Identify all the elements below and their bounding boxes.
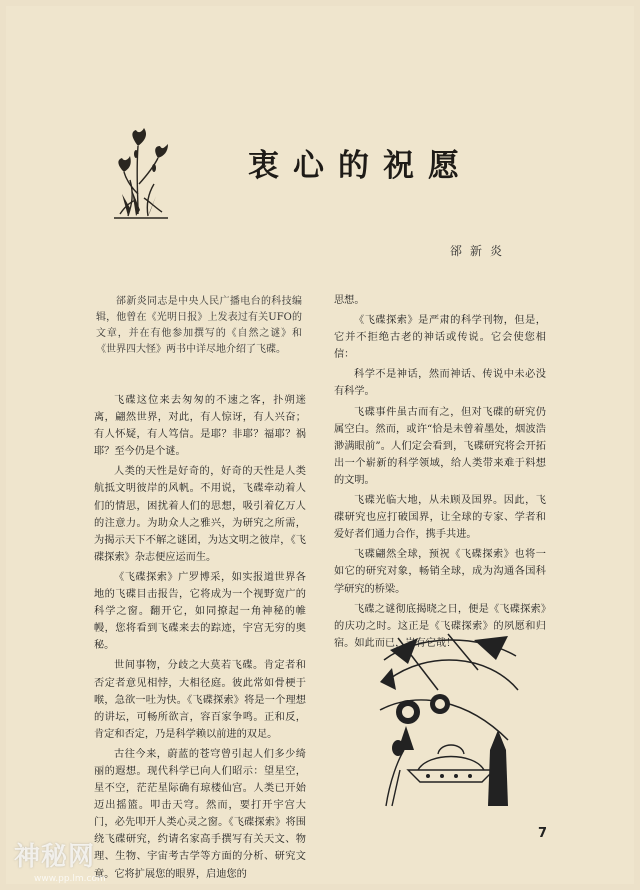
article-author: 郤新炎 — [450, 244, 511, 258]
watermark-logo: 神秘网 — [14, 842, 96, 872]
paragraph: 飞碟之谜彻底揭晓之日，便是《飞碟探索》的庆功之时。这正是《飞碟探索》的夙愿和归宿。如此而已，岂有它哉！ — [334, 603, 546, 649]
ufo-illustration — [378, 630, 522, 810]
intro-text: 郤新炎同志是中央人民广播电台的科技编辑，他曾在《光明日报》上发表过有关UFO的文章，并在有他参加撰写的《自然之谜》和《世界四大怪》两书中详尽地介绍了飞碟。 — [96, 296, 302, 355]
paragraph: 飞碟事件虽古而有之，但对飞碟的研究仍属空白。然而，或许“恰是未曾着墨处，烟波浩渺满眼前”。人们定会看到，飞碟研究将会开拓出一个崭新的科学领域，给人类带来难于料想的文明。 — [334, 406, 546, 486]
article-title: 衷心的祝愿 — [248, 148, 473, 184]
paragraph: 人类的天性是好奇的，好奇的天性是人类航抵文明彼岸的风帆。不用说，飞碟牵动着人们的情思，困扰着人们的思想，吸引着亿万人的注意力。为助众人之雅兴，为研究之所需，为揭示天下不解之谜团，为达文明之彼岸，《飞碟探索》杂志便应运而生。 — [94, 466, 306, 563]
iris-flower-illustration — [108, 124, 174, 220]
paragraph: 古往今来，蔚蓝的苍穹曾引起人们多少绮丽的遐想。现代科学已向人们昭示：望星空，星不空，茫茫星际确有琼楼仙宫。人类已开始迈出摇篮。叩击天穹。然而，要打开宇宫大门，必先叩开人类心灵之窗。《飞碟探索》将围绕飞碟研究，约请名家高手撰写有关天文、物理、生物、宇宙考古学等方面的分析、研究文章。它将扩展您的眼界，启迪您的 — [94, 748, 306, 880]
paragraph: 飞碟这位来去匆匆的不速之客，扑朔迷离，翩然世界，对此，有人惊讶，有人兴奋；有人怀疑，有人笃信。是耶？非耶？福耶？祸耶？至今仍是个谜。 — [94, 395, 306, 458]
paragraph: 飞碟翩然全球，预祝《飞碟探索》也将一如它的研究对象，畅销全球，成为沟通各国科学研究的桥梁。 — [334, 549, 546, 595]
paragraph: 《飞碟探索》是严肃的科学刊物，但是，它并不拒绝古老的神话或传说。它会使您相信： — [334, 315, 546, 361]
paragraph: 《飞碟探索》广罗博采，如实报道世界各地的飞碟目击报告，它将成为一个视野宽广的科学之窗。翻开它，如同撩起一角神秘的帷幔，您将看到飞碟来去的踪迹，宇宫无穷的奥秘。 — [94, 571, 306, 652]
page-number: 7 — [538, 826, 548, 841]
paragraph: 科学不是神话，然而神话、传说中未必没有科学。 — [334, 369, 546, 398]
paragraph: 飞碟光临大地，从未顾及国界。因此，飞碟研究也应打破国界，让全球的专家、学者和爱好者们通力合作，携手共进。 — [334, 495, 546, 541]
right-column — [334, 292, 546, 655]
paragraph: 世间事物，分歧之大莫若飞碟。肯定者和否定者意见相悖，大相径庭。彼此常如骨梗于喉，急欲一吐为快。《飞碟探索》将是一个理想的讲坛，可畅所欲言，容百家争鸣。正和反，肯定和否定，乃是科学赖以前进的双足。 — [94, 660, 306, 740]
watermark-url: www.pp.lm.com — [34, 874, 106, 884]
left-column — [94, 392, 306, 886]
paragraph: 思想。 — [334, 295, 365, 306]
author-introduction — [96, 294, 302, 358]
